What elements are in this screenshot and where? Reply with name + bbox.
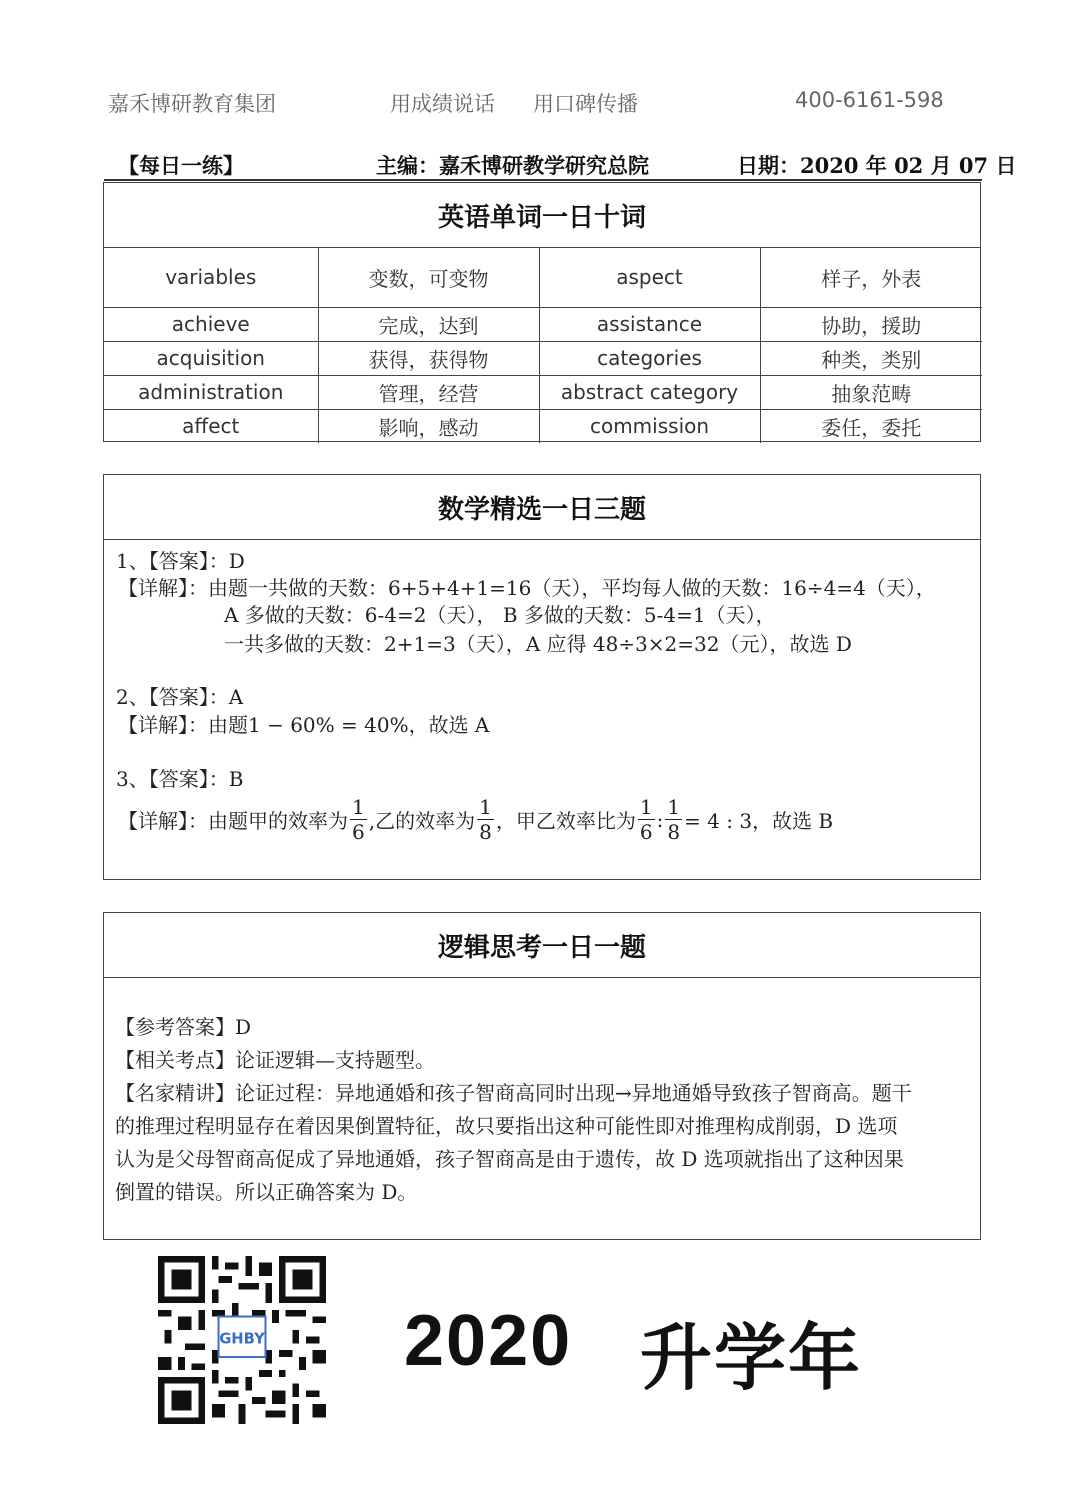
vocab-meaning: 影响，感动 (318, 409, 539, 443)
daily-practice-tag: 【每日一练】 (118, 153, 244, 178)
logic-section (103, 912, 981, 1240)
vocab-word: categories (539, 341, 760, 375)
phone-number: 400-6161-598 (795, 88, 944, 112)
slogan-1: 用成绩说话 (390, 92, 495, 116)
q3-suffix: = 4 : 3，故选 B (684, 809, 834, 833)
slogan-2: 用口碑传播 (533, 92, 638, 116)
vocab-word: administration (104, 375, 318, 409)
fraction-one-sixth (350, 795, 367, 844)
header-rule (104, 179, 982, 181)
q3-detail (118, 795, 833, 844)
vocab-meaning: 管理，经营 (318, 375, 539, 409)
math-title: 数学精选一日三题 (104, 475, 980, 540)
math-section (103, 474, 981, 880)
vocab-word: achieve (104, 307, 318, 341)
denominator: 8 (479, 820, 492, 844)
numerator: 1 (667, 795, 681, 819)
vocab-meaning: 抽象范畴 (760, 375, 982, 409)
logic-topic: 【相关考点】论证逻辑—支持题型。 (115, 1048, 435, 1072)
denominator: 6 (639, 820, 653, 844)
fraction-one-eighth (665, 795, 682, 844)
denominator: 6 (352, 820, 365, 844)
vocab-word: affect (104, 409, 318, 443)
q3-mid-1: ,乙的效率为 (368, 809, 476, 833)
vocab-word: aspect (539, 248, 760, 307)
fraction-one-eighth (477, 795, 494, 844)
numerator: 1 (352, 795, 365, 819)
slogan-year: 2020 (404, 1301, 573, 1381)
logic-explain-line: 倒置的错误。所以正确答案为 D。 (115, 1180, 418, 1204)
vocab-title: 英语单词一日十词 (104, 183, 980, 248)
vocab-table (104, 248, 982, 443)
vocab-meaning: 获得，获得物 (318, 341, 539, 375)
q3-answer: 3、【答案】：B (116, 767, 244, 791)
numerator: 1 (479, 795, 492, 819)
vocab-section (103, 182, 981, 442)
logic-explain-line: 认为是父母智商高促成了异地通婚，孩子智商高是由于遗传，故 D 选项就指出了这种因果 (115, 1147, 904, 1171)
q1-answer: 1、【答案】：D (116, 549, 245, 573)
ratio-colon: : (656, 807, 664, 832)
vocab-row (104, 307, 982, 341)
denominator: 8 (667, 820, 681, 844)
logic-title: 逻辑思考一日一题 (104, 913, 980, 978)
vocab-meaning: 种类，类别 (760, 341, 982, 375)
q3-mid-2: ，甲乙效率比为 (495, 809, 636, 833)
vocab-word: assistance (539, 307, 760, 341)
vocab-row (104, 375, 982, 409)
q1-detail-line-2: A 多做的天数：6-4=2（天）， B 多做的天数：5-4=1（天）， (224, 603, 776, 627)
q1-detail-line-1: 【详解】：由题一共做的天数：6+5+4+1=16（天），平均每人做的天数：16÷4=4（天）， (118, 576, 936, 600)
vocab-meaning: 变数，可变物 (318, 248, 539, 307)
vocab-row (104, 409, 982, 443)
vocab-row (104, 248, 982, 307)
vocab-meaning: 委任，委托 (760, 409, 982, 443)
org-name: 嘉禾博研教育集团 (108, 92, 276, 116)
q2-detail: 【详解】：由题1 − 60% = 40%，故选 A (118, 713, 490, 737)
fraction-one-sixth (638, 795, 655, 844)
slogan-phrase: 升学年 (640, 1319, 863, 1399)
q2-answer: 2、【答案】：A (116, 685, 244, 709)
q1-detail-line-3: 一共多做的天数：2+1=3（天），A 应得 48÷3×2=32（元），故选 D (224, 632, 852, 656)
qr-code (158, 1256, 326, 1424)
editor-line: 主编：嘉禾博研教学研究总院 (376, 153, 649, 178)
logic-body (115, 1011, 975, 1209)
vocab-word: commission (539, 409, 760, 443)
q3-prefix: 【详解】：由题甲的效率为 (118, 809, 348, 833)
qr-logo-text: GHBY (219, 1330, 265, 1348)
vocab-meaning: 完成，达到 (318, 307, 539, 341)
logic-explain-line: 【名家精讲】论证过程：异地通婚和孩子智商高同时出现→异地通婚导致孩子智商高。题干 (115, 1081, 912, 1105)
vocab-word: acquisition (104, 341, 318, 375)
numerator: 1 (639, 795, 653, 819)
logic-explain-line: 的推理过程明显存在着因果倒置特征，故只要指出这种可能性即对推理构成削弱，D 选项 (115, 1114, 898, 1138)
logic-answer: 【参考答案】D (115, 1015, 252, 1039)
vocab-word: abstract category (539, 375, 760, 409)
vocab-meaning: 协助，援助 (760, 307, 982, 341)
vocab-word: variables (104, 248, 318, 307)
vocab-row (104, 341, 982, 375)
date-line: 日期：2020 年 02 月 07 日 (737, 153, 1017, 178)
vocab-meaning: 样子，外表 (760, 248, 982, 307)
